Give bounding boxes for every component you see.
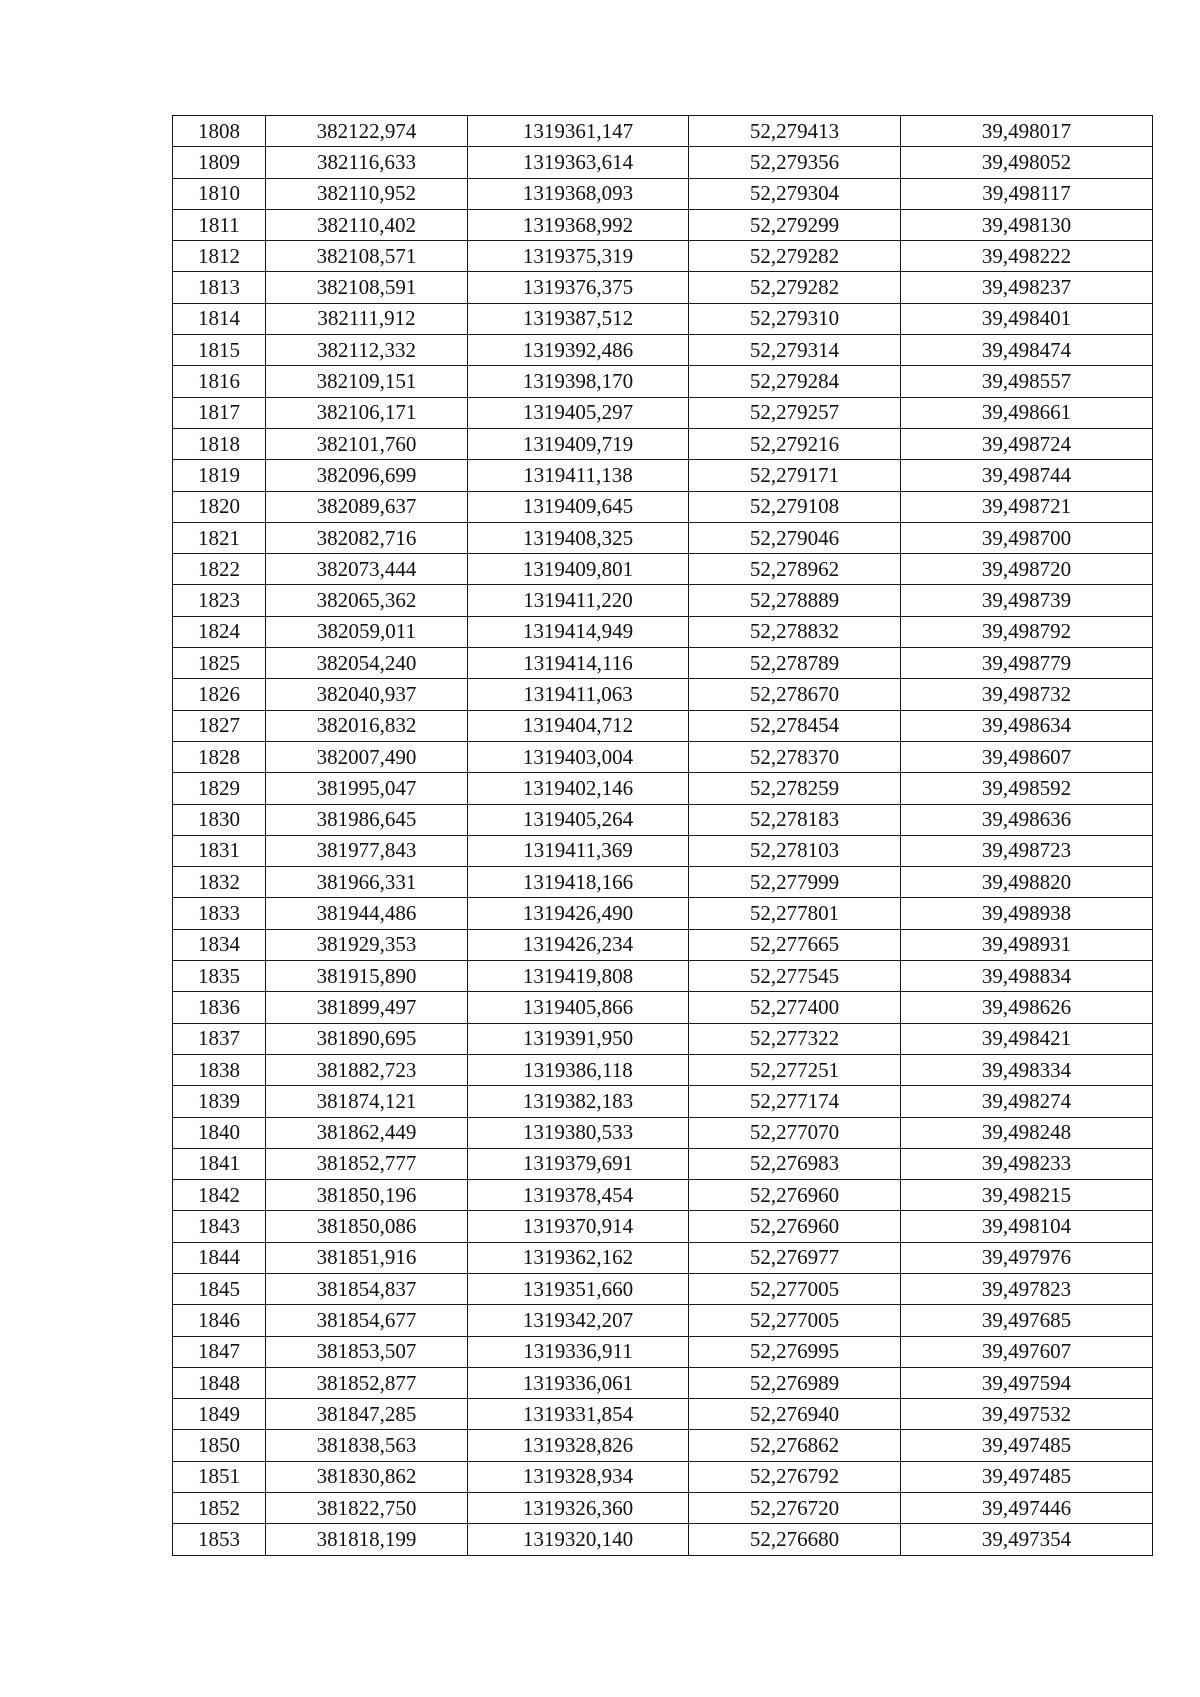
table-row (173, 1461, 1153, 1492)
x-coordinate-cell: 381882,723 (266, 1054, 468, 1085)
point-number-cell: 1819 (173, 460, 266, 491)
x-coordinate-cell: 381854,677 (266, 1305, 468, 1336)
latitude-cell: 52,276792 (689, 1461, 901, 1492)
table-row (173, 648, 1153, 679)
table-row (173, 1211, 1153, 1242)
x-coordinate-cell: 381853,507 (266, 1336, 468, 1367)
longitude-cell: 39,498820 (901, 867, 1153, 898)
longitude-cell: 39,498700 (901, 522, 1153, 553)
point-number-cell: 1823 (173, 585, 266, 616)
table-row (173, 178, 1153, 209)
point-number-cell: 1820 (173, 491, 266, 522)
y-coordinate-cell: 1319411,369 (468, 835, 689, 866)
table-row (173, 1180, 1153, 1211)
longitude-cell: 39,498052 (901, 147, 1153, 178)
point-number-cell: 1818 (173, 428, 266, 459)
y-coordinate-cell: 1319386,118 (468, 1054, 689, 1085)
x-coordinate-cell: 381850,196 (266, 1180, 468, 1211)
table-row (173, 303, 1153, 334)
latitude-cell: 52,279356 (689, 147, 901, 178)
y-coordinate-cell: 1319419,808 (468, 961, 689, 992)
y-coordinate-cell: 1319328,826 (468, 1430, 689, 1461)
point-number-cell: 1851 (173, 1461, 266, 1492)
longitude-cell: 39,498792 (901, 616, 1153, 647)
latitude-cell: 52,277005 (689, 1305, 901, 1336)
longitude-cell: 39,498720 (901, 554, 1153, 585)
latitude-cell: 52,276995 (689, 1336, 901, 1367)
longitude-cell: 39,497823 (901, 1273, 1153, 1304)
x-coordinate-cell: 382101,760 (266, 428, 468, 459)
point-number-cell: 1852 (173, 1493, 266, 1524)
table-row (173, 1493, 1153, 1524)
longitude-cell: 39,498474 (901, 335, 1153, 366)
y-coordinate-cell: 1319392,486 (468, 335, 689, 366)
table-row (173, 1336, 1153, 1367)
latitude-cell: 52,277545 (689, 961, 901, 992)
y-coordinate-cell: 1319382,183 (468, 1086, 689, 1117)
point-number-cell: 1836 (173, 992, 266, 1023)
longitude-cell: 39,498274 (901, 1086, 1153, 1117)
table-row (173, 679, 1153, 710)
longitude-cell: 39,498215 (901, 1180, 1153, 1211)
longitude-cell: 39,498334 (901, 1054, 1153, 1085)
longitude-cell: 39,498739 (901, 585, 1153, 616)
latitude-cell: 52,279046 (689, 522, 901, 553)
longitude-cell: 39,498222 (901, 241, 1153, 272)
y-coordinate-cell: 1319404,712 (468, 710, 689, 741)
x-coordinate-cell: 381818,199 (266, 1524, 468, 1555)
longitude-cell: 39,498117 (901, 178, 1153, 209)
table-row (173, 397, 1153, 428)
table-row (173, 147, 1153, 178)
latitude-cell: 52,278259 (689, 773, 901, 804)
point-number-cell: 1834 (173, 929, 266, 960)
latitude-cell: 52,276977 (689, 1242, 901, 1273)
table-row (173, 710, 1153, 741)
x-coordinate-cell: 382111,912 (266, 303, 468, 334)
x-coordinate-cell: 381838,563 (266, 1430, 468, 1461)
x-coordinate-cell: 381986,645 (266, 804, 468, 835)
longitude-cell: 39,498248 (901, 1117, 1153, 1148)
longitude-cell: 39,498130 (901, 209, 1153, 240)
table-row (173, 1367, 1153, 1398)
point-number-cell: 1847 (173, 1336, 266, 1367)
x-coordinate-cell: 382065,362 (266, 585, 468, 616)
longitude-cell: 39,497446 (901, 1493, 1153, 1524)
longitude-cell: 39,497685 (901, 1305, 1153, 1336)
point-number-cell: 1846 (173, 1305, 266, 1336)
longitude-cell: 39,498724 (901, 428, 1153, 459)
longitude-cell: 39,498938 (901, 898, 1153, 929)
latitude-cell: 52,278789 (689, 648, 901, 679)
point-number-cell: 1826 (173, 679, 266, 710)
x-coordinate-cell: 382073,444 (266, 554, 468, 585)
point-number-cell: 1844 (173, 1242, 266, 1273)
x-coordinate-cell: 381830,862 (266, 1461, 468, 1492)
longitude-cell: 39,498779 (901, 648, 1153, 679)
coordinates-table (172, 115, 1153, 1556)
point-number-cell: 1832 (173, 867, 266, 898)
latitude-cell: 52,279310 (689, 303, 901, 334)
point-number-cell: 1853 (173, 1524, 266, 1555)
point-number-cell: 1810 (173, 178, 266, 209)
table-row (173, 1086, 1153, 1117)
latitude-cell: 52,279413 (689, 116, 901, 147)
y-coordinate-cell: 1319362,162 (468, 1242, 689, 1273)
longitude-cell: 39,498557 (901, 366, 1153, 397)
x-coordinate-cell: 381929,353 (266, 929, 468, 960)
y-coordinate-cell: 1319376,375 (468, 272, 689, 303)
latitude-cell: 52,277801 (689, 898, 901, 929)
longitude-cell: 39,498732 (901, 679, 1153, 710)
y-coordinate-cell: 1319426,490 (468, 898, 689, 929)
longitude-cell: 39,497607 (901, 1336, 1153, 1367)
point-number-cell: 1833 (173, 898, 266, 929)
longitude-cell: 39,498744 (901, 460, 1153, 491)
longitude-cell: 39,498723 (901, 835, 1153, 866)
y-coordinate-cell: 1319411,063 (468, 679, 689, 710)
table-row (173, 272, 1153, 303)
point-number-cell: 1838 (173, 1054, 266, 1085)
y-coordinate-cell: 1319409,801 (468, 554, 689, 585)
table-row (173, 1399, 1153, 1430)
y-coordinate-cell: 1319411,220 (468, 585, 689, 616)
x-coordinate-cell: 382059,011 (266, 616, 468, 647)
y-coordinate-cell: 1319326,360 (468, 1493, 689, 1524)
table-row (173, 1054, 1153, 1085)
y-coordinate-cell: 1319331,854 (468, 1399, 689, 1430)
longitude-cell: 39,498721 (901, 491, 1153, 522)
latitude-cell: 52,277665 (689, 929, 901, 960)
x-coordinate-cell: 381966,331 (266, 867, 468, 898)
latitude-cell: 52,279216 (689, 428, 901, 459)
longitude-cell: 39,498592 (901, 773, 1153, 804)
y-coordinate-cell: 1319342,207 (468, 1305, 689, 1336)
latitude-cell: 52,276989 (689, 1367, 901, 1398)
latitude-cell: 52,279257 (689, 397, 901, 428)
latitude-cell: 52,277999 (689, 867, 901, 898)
latitude-cell: 52,279282 (689, 272, 901, 303)
x-coordinate-cell: 382089,637 (266, 491, 468, 522)
table-row (173, 335, 1153, 366)
x-coordinate-cell: 382082,716 (266, 522, 468, 553)
x-coordinate-cell: 381862,449 (266, 1117, 468, 1148)
y-coordinate-cell: 1319408,325 (468, 522, 689, 553)
point-number-cell: 1841 (173, 1148, 266, 1179)
latitude-cell: 52,279314 (689, 335, 901, 366)
table-row (173, 366, 1153, 397)
longitude-cell: 39,498237 (901, 272, 1153, 303)
y-coordinate-cell: 1319361,147 (468, 116, 689, 147)
point-number-cell: 1812 (173, 241, 266, 272)
x-coordinate-cell: 381899,497 (266, 992, 468, 1023)
table-row (173, 522, 1153, 553)
latitude-cell: 52,278454 (689, 710, 901, 741)
point-number-cell: 1821 (173, 522, 266, 553)
latitude-cell: 52,279282 (689, 241, 901, 272)
point-number-cell: 1817 (173, 397, 266, 428)
latitude-cell: 52,279108 (689, 491, 901, 522)
y-coordinate-cell: 1319409,645 (468, 491, 689, 522)
table-row (173, 241, 1153, 272)
table-row (173, 898, 1153, 929)
latitude-cell: 52,278962 (689, 554, 901, 585)
latitude-cell: 52,276720 (689, 1493, 901, 1524)
y-coordinate-cell: 1319411,138 (468, 460, 689, 491)
longitude-cell: 39,498661 (901, 397, 1153, 428)
y-coordinate-cell: 1319368,992 (468, 209, 689, 240)
point-number-cell: 1809 (173, 147, 266, 178)
latitude-cell: 52,277251 (689, 1054, 901, 1085)
y-coordinate-cell: 1319403,004 (468, 741, 689, 772)
x-coordinate-cell: 382110,952 (266, 178, 468, 209)
y-coordinate-cell: 1319405,297 (468, 397, 689, 428)
x-coordinate-cell: 382110,402 (266, 209, 468, 240)
y-coordinate-cell: 1319380,533 (468, 1117, 689, 1148)
x-coordinate-cell: 381944,486 (266, 898, 468, 929)
point-number-cell: 1827 (173, 710, 266, 741)
table-row (173, 773, 1153, 804)
point-number-cell: 1842 (173, 1180, 266, 1211)
y-coordinate-cell: 1319418,166 (468, 867, 689, 898)
x-coordinate-cell: 381851,916 (266, 1242, 468, 1273)
table-row (173, 554, 1153, 585)
point-number-cell: 1849 (173, 1399, 266, 1430)
x-coordinate-cell: 382096,699 (266, 460, 468, 491)
x-coordinate-cell: 382040,937 (266, 679, 468, 710)
point-number-cell: 1831 (173, 835, 266, 866)
latitude-cell: 52,278370 (689, 741, 901, 772)
y-coordinate-cell: 1319370,914 (468, 1211, 689, 1242)
longitude-cell: 39,498607 (901, 741, 1153, 772)
latitude-cell: 52,278889 (689, 585, 901, 616)
x-coordinate-cell: 382106,171 (266, 397, 468, 428)
x-coordinate-cell: 382054,240 (266, 648, 468, 679)
table-row (173, 116, 1153, 147)
latitude-cell: 52,276862 (689, 1430, 901, 1461)
table-row (173, 741, 1153, 772)
point-number-cell: 1839 (173, 1086, 266, 1117)
latitude-cell: 52,277005 (689, 1273, 901, 1304)
y-coordinate-cell: 1319378,454 (468, 1180, 689, 1211)
longitude-cell: 39,498636 (901, 804, 1153, 835)
latitude-cell: 52,276680 (689, 1524, 901, 1555)
y-coordinate-cell: 1319391,950 (468, 1023, 689, 1054)
point-number-cell: 1813 (173, 272, 266, 303)
y-coordinate-cell: 1319405,866 (468, 992, 689, 1023)
latitude-cell: 52,277322 (689, 1023, 901, 1054)
y-coordinate-cell: 1319375,319 (468, 241, 689, 272)
x-coordinate-cell: 381847,285 (266, 1399, 468, 1430)
y-coordinate-cell: 1319379,691 (468, 1148, 689, 1179)
point-number-cell: 1835 (173, 961, 266, 992)
y-coordinate-cell: 1319351,660 (468, 1273, 689, 1304)
latitude-cell: 52,279304 (689, 178, 901, 209)
latitude-cell: 52,279299 (689, 209, 901, 240)
table-row (173, 1023, 1153, 1054)
x-coordinate-cell: 382116,633 (266, 147, 468, 178)
longitude-cell: 39,497976 (901, 1242, 1153, 1273)
y-coordinate-cell: 1319426,234 (468, 929, 689, 960)
latitude-cell: 52,278103 (689, 835, 901, 866)
x-coordinate-cell: 381852,777 (266, 1148, 468, 1179)
latitude-cell: 52,276960 (689, 1180, 901, 1211)
table-row (173, 209, 1153, 240)
y-coordinate-cell: 1319405,264 (468, 804, 689, 835)
table-row (173, 585, 1153, 616)
longitude-cell: 39,497485 (901, 1430, 1153, 1461)
latitude-cell: 52,276983 (689, 1148, 901, 1179)
x-coordinate-cell: 381854,837 (266, 1273, 468, 1304)
point-number-cell: 1828 (173, 741, 266, 772)
latitude-cell: 52,278832 (689, 616, 901, 647)
x-coordinate-cell: 382109,151 (266, 366, 468, 397)
latitude-cell: 52,276960 (689, 1211, 901, 1242)
coordinates-table-body (173, 116, 1153, 1556)
longitude-cell: 39,497485 (901, 1461, 1153, 1492)
y-coordinate-cell: 1319336,061 (468, 1367, 689, 1398)
x-coordinate-cell: 381850,086 (266, 1211, 468, 1242)
table-row (173, 1273, 1153, 1304)
latitude-cell: 52,277174 (689, 1086, 901, 1117)
y-coordinate-cell: 1319363,614 (468, 147, 689, 178)
point-number-cell: 1840 (173, 1117, 266, 1148)
x-coordinate-cell: 382016,832 (266, 710, 468, 741)
latitude-cell: 52,278183 (689, 804, 901, 835)
y-coordinate-cell: 1319328,934 (468, 1461, 689, 1492)
longitude-cell: 39,497532 (901, 1399, 1153, 1430)
latitude-cell: 52,277070 (689, 1117, 901, 1148)
table-row (173, 992, 1153, 1023)
point-number-cell: 1843 (173, 1211, 266, 1242)
point-number-cell: 1825 (173, 648, 266, 679)
table-row (173, 428, 1153, 459)
point-number-cell: 1848 (173, 1367, 266, 1398)
point-number-cell: 1815 (173, 335, 266, 366)
table-row (173, 1242, 1153, 1273)
table-row (173, 1305, 1153, 1336)
longitude-cell: 39,497354 (901, 1524, 1153, 1555)
point-number-cell: 1822 (173, 554, 266, 585)
x-coordinate-cell: 382122,974 (266, 116, 468, 147)
table-row (173, 460, 1153, 491)
point-number-cell: 1830 (173, 804, 266, 835)
point-number-cell: 1811 (173, 209, 266, 240)
point-number-cell: 1816 (173, 366, 266, 397)
longitude-cell: 39,498931 (901, 929, 1153, 960)
x-coordinate-cell: 381915,890 (266, 961, 468, 992)
table-row (173, 1117, 1153, 1148)
x-coordinate-cell: 382007,490 (266, 741, 468, 772)
y-coordinate-cell: 1319320,140 (468, 1524, 689, 1555)
table-row (173, 867, 1153, 898)
table-row (173, 804, 1153, 835)
y-coordinate-cell: 1319402,146 (468, 773, 689, 804)
y-coordinate-cell: 1319336,911 (468, 1336, 689, 1367)
table-row (173, 929, 1153, 960)
x-coordinate-cell: 381995,047 (266, 773, 468, 804)
longitude-cell: 39,498104 (901, 1211, 1153, 1242)
longitude-cell: 39,498634 (901, 710, 1153, 741)
point-number-cell: 1808 (173, 116, 266, 147)
table-row (173, 961, 1153, 992)
longitude-cell: 39,498834 (901, 961, 1153, 992)
x-coordinate-cell: 381890,695 (266, 1023, 468, 1054)
latitude-cell: 52,279171 (689, 460, 901, 491)
y-coordinate-cell: 1319414,949 (468, 616, 689, 647)
table-row (173, 616, 1153, 647)
point-number-cell: 1814 (173, 303, 266, 334)
x-coordinate-cell: 381822,750 (266, 1493, 468, 1524)
longitude-cell: 39,498017 (901, 116, 1153, 147)
longitude-cell: 39,498421 (901, 1023, 1153, 1054)
longitude-cell: 39,498233 (901, 1148, 1153, 1179)
point-number-cell: 1829 (173, 773, 266, 804)
x-coordinate-cell: 382108,571 (266, 241, 468, 272)
latitude-cell: 52,279284 (689, 366, 901, 397)
point-number-cell: 1824 (173, 616, 266, 647)
longitude-cell: 39,498401 (901, 303, 1153, 334)
x-coordinate-cell: 381874,121 (266, 1086, 468, 1117)
y-coordinate-cell: 1319398,170 (468, 366, 689, 397)
y-coordinate-cell: 1319368,093 (468, 178, 689, 209)
longitude-cell: 39,498626 (901, 992, 1153, 1023)
longitude-cell: 39,497594 (901, 1367, 1153, 1398)
y-coordinate-cell: 1319409,719 (468, 428, 689, 459)
x-coordinate-cell: 381977,843 (266, 835, 468, 866)
table-row (173, 1430, 1153, 1461)
point-number-cell: 1850 (173, 1430, 266, 1461)
y-coordinate-cell: 1319414,116 (468, 648, 689, 679)
point-number-cell: 1845 (173, 1273, 266, 1304)
y-coordinate-cell: 1319387,512 (468, 303, 689, 334)
x-coordinate-cell: 382108,591 (266, 272, 468, 303)
point-number-cell: 1837 (173, 1023, 266, 1054)
table-row (173, 491, 1153, 522)
latitude-cell: 52,276940 (689, 1399, 901, 1430)
table-row (173, 1524, 1153, 1555)
table-row (173, 1148, 1153, 1179)
latitude-cell: 52,278670 (689, 679, 901, 710)
latitude-cell: 52,277400 (689, 992, 901, 1023)
x-coordinate-cell: 382112,332 (266, 335, 468, 366)
x-coordinate-cell: 381852,877 (266, 1367, 468, 1398)
table-row (173, 835, 1153, 866)
